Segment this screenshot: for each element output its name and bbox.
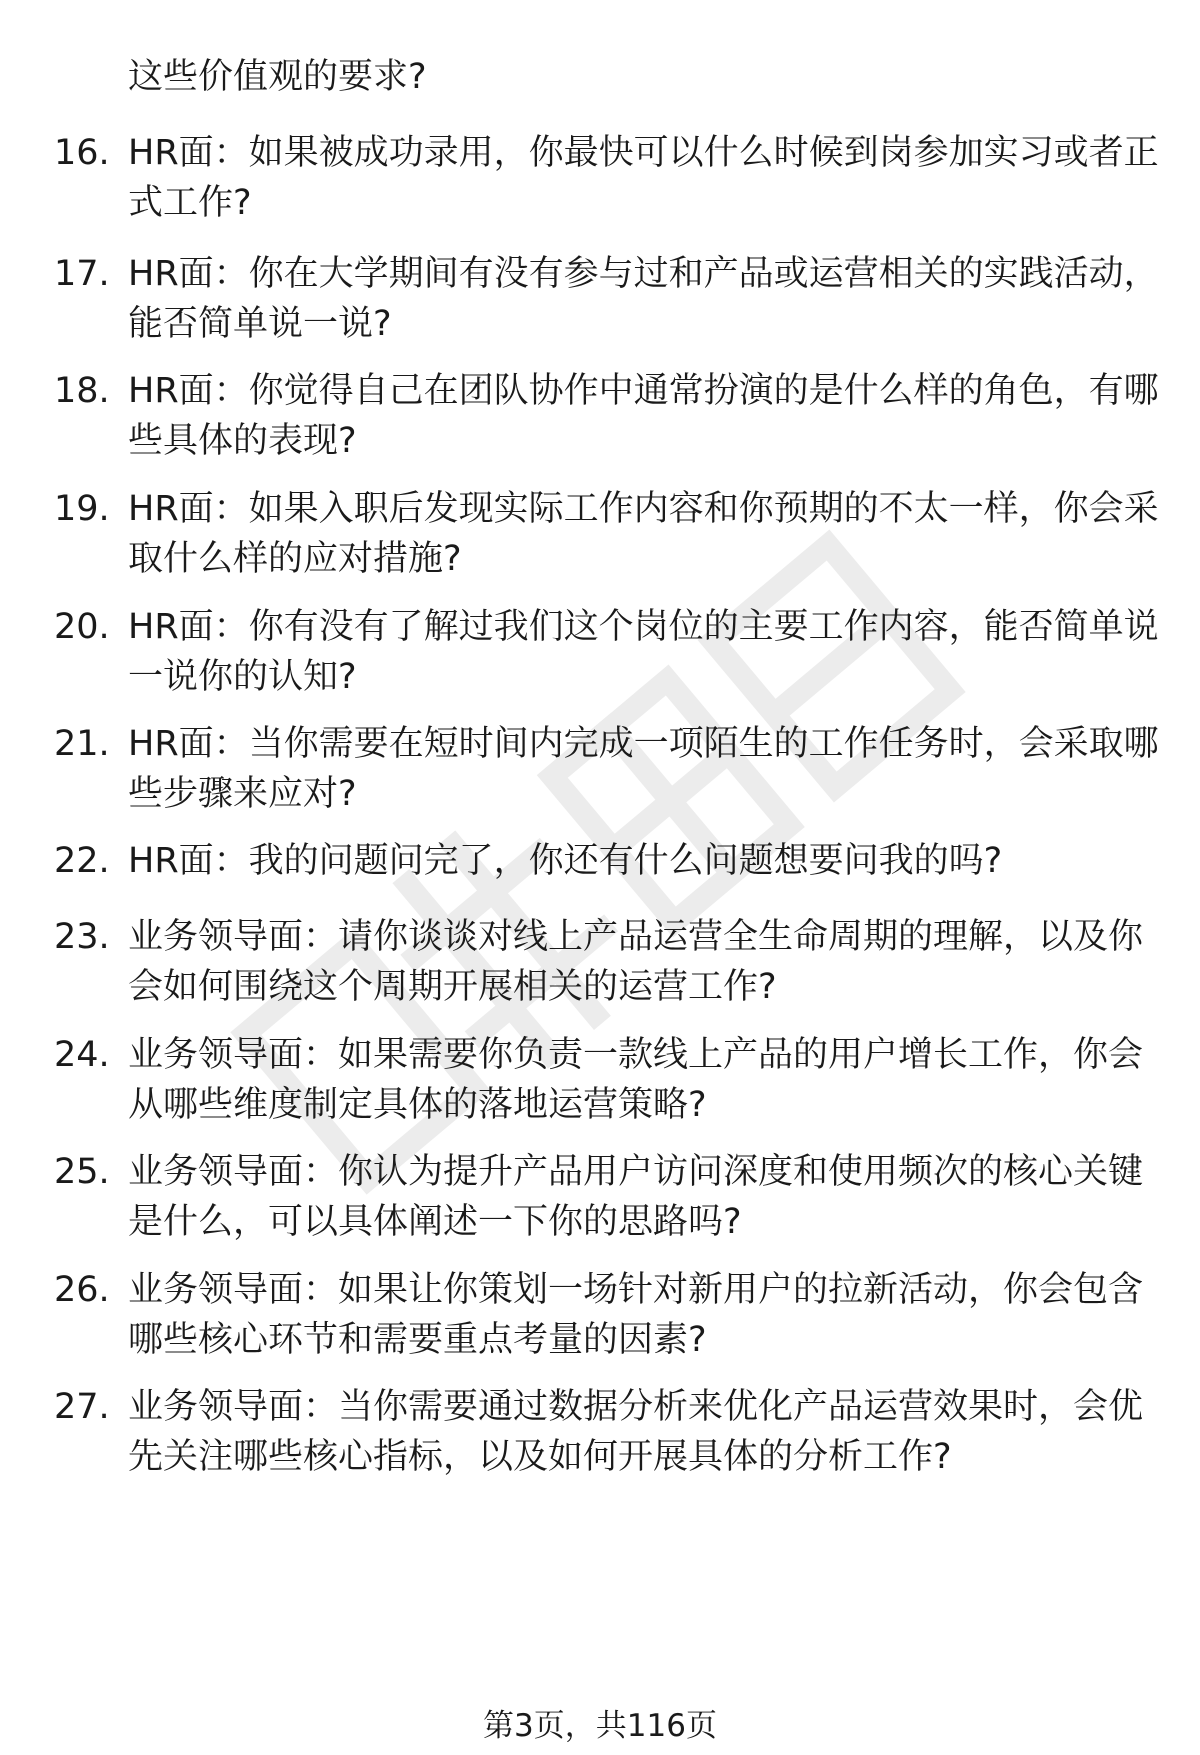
item-text: 这些价值观的要求?	[128, 57, 427, 97]
item-text: HR面：你在大学期间有没有参与过和产品或运营相关的实践活动，能否简单说一说?	[128, 254, 1159, 344]
item-number: 22.	[54, 841, 110, 881]
item-text: HR面：你有没有了解过我们这个岗位的主要工作内容，能否简单说一说你的认知?	[128, 607, 1159, 697]
item-number: 25.	[54, 1152, 110, 1192]
item-text: 业务领导面：如果让你策划一场针对新用户的拉新活动，你会包含哪些核心环节和需要重点考量的因素?	[128, 1270, 1144, 1360]
item-text: 业务领导面：如果需要你负责一款线上产品的用户增长工作，你会从哪些维度制定具体的落地运营策略?	[128, 1035, 1144, 1125]
item-text: 业务领导面：当你需要通过数据分析来优化产品运营效果时，会优先关注哪些核心指标，以及如何开展具体的分析工作?	[128, 1387, 1144, 1477]
item-number: 21.	[54, 724, 110, 764]
item-text: 业务领导面：请你谈谈对线上产品运营全生命周期的理解，以及你会如何围绕这个周期开展相关的运营工作?	[128, 917, 1144, 1007]
item-number: 16.	[54, 133, 110, 173]
item-text: HR面：你觉得自己在团队协作中通常扮演的是什么样的角色，有哪些具体的表现?	[128, 371, 1159, 461]
item-text: HR面：如果入职后发现实际工作内容和你预期的不太一样，你会采取什么样的应对措施?	[128, 489, 1159, 579]
item-text: HR面：当你需要在短时间内完成一项陌生的工作任务时，会采取哪些步骤来应对?	[128, 724, 1159, 814]
item-text: 业务领导面：你认为提升产品用户访问深度和使用频次的核心关键是什么，可以具体阐述一下你的思路吗?	[128, 1152, 1144, 1242]
page-footer: 第3页，共116页	[483, 1708, 717, 1744]
item-number: 20.	[54, 607, 110, 647]
item-text: HR面：如果被成功录用，你最快可以什么时候到岗参加实习或者正式工作?	[128, 133, 1159, 223]
item-number: 26.	[54, 1270, 110, 1310]
item-number: 27.	[54, 1387, 110, 1427]
item-number: 18.	[54, 371, 110, 411]
item-text: HR面：我的问题问完了，你还有什么问题想要问我的吗?	[128, 841, 1003, 881]
item-number: 19.	[54, 489, 110, 529]
item-number: 24.	[54, 1035, 110, 1075]
item-number: 17.	[54, 254, 110, 294]
item-number: 23.	[54, 917, 110, 957]
